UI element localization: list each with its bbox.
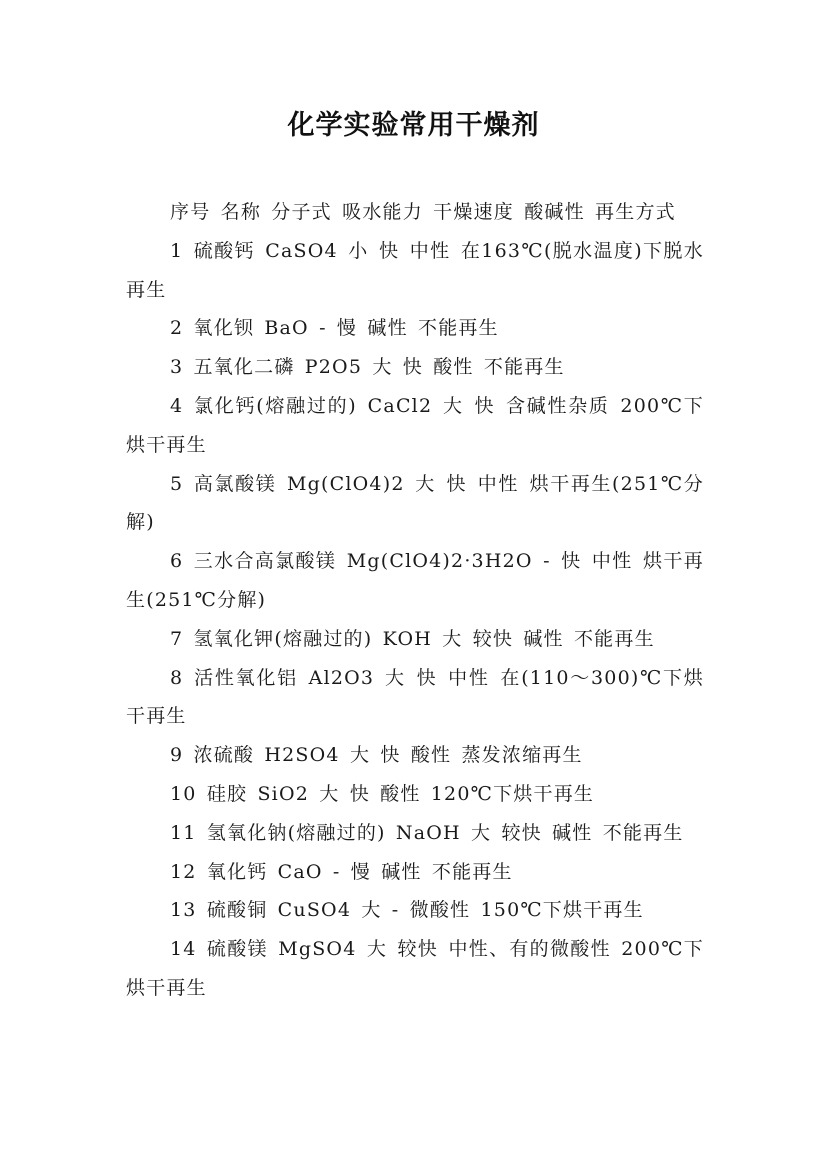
document-title: 化学实验常用干燥剂 — [287, 110, 540, 141]
paragraph-row-1: 1 硫酸钙 CaSO4 小 快 中性 在163℃(脱水温度)下脱水再生 — [126, 239, 704, 301]
paragraph-header: 序号 名称 分子式 吸水能力 干燥速度 酸碱性 再生方式 — [170, 201, 676, 223]
paragraph-row-4: 4 氯化钙(熔融过的) CaCl2 大 快 含碱性杂质 200℃下烘干再生 — [126, 394, 704, 456]
paragraph-row-7: 7 氢氧化钾(熔融过的) KOH 大 较快 碱性 不能再生 — [170, 627, 655, 650]
paragraph-row-12: 12 氧化钙 CaO - 慢 碱性 不能再生 — [170, 860, 513, 883]
paragraph-row-13: 13 硫酸铜 CuSO4 大 - 微酸性 150℃下烘干再生 — [170, 899, 644, 922]
paragraph-row-6: 6 三水合高氯酸镁 Mg(ClO4)2·3H2O - 快 中性 烘干再生(251℃分解) — [126, 550, 704, 611]
paragraph-row-14: 14 硫酸镁 MgSO4 大 较快 中性、有的微酸性 200℃下烘干再生 — [126, 938, 704, 999]
paragraph-row-2: 2 氧化钡 BaO - 慢 碱性 不能再生 — [170, 317, 499, 340]
paragraph-row-9: 9 浓硫酸 H2SO4 大 快 酸性 蒸发浓缩再生 — [170, 744, 583, 767]
paragraph-row-10: 10 硅胶 SiO2 大 快 酸性 120℃下烘干再生 — [170, 782, 595, 805]
paragraph-row-3: 3 五氧化二磷 P2O5 大 快 酸性 不能再生 — [170, 356, 565, 379]
paragraph-row-8: 8 活性氧化铝 Al2O3 大 快 中性 在(110～300)℃下烘干再生 — [126, 666, 704, 728]
paragraph-row-11: 11 氢氧化钠(熔融过的) NaOH 大 较快 碱性 不能再生 — [170, 821, 684, 844]
document-body — [126, 193, 704, 1008]
paragraph-row-5: 5 高氯酸镁 Mg(ClO4)2 大 快 中性 烘干再生(251℃分解) — [126, 472, 704, 534]
